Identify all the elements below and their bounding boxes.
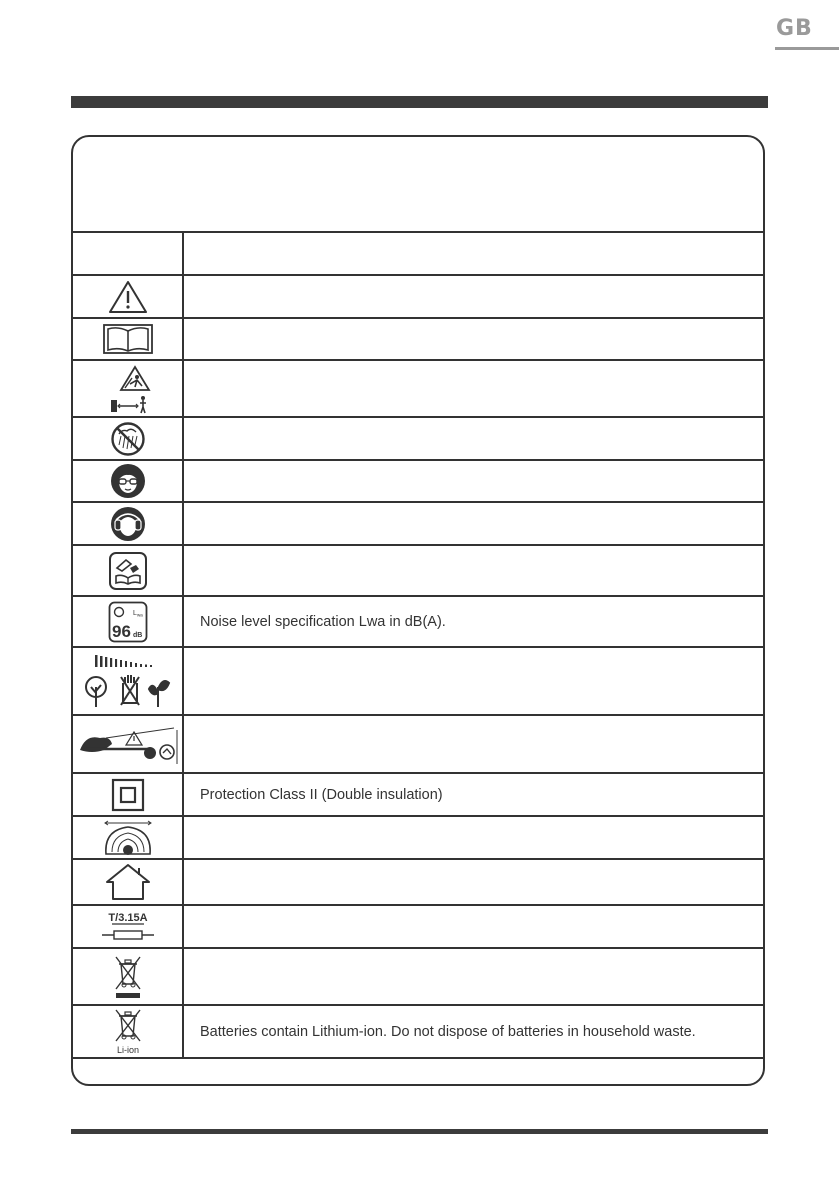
description: [182, 361, 763, 416]
table-header-row: [73, 231, 763, 274]
read-manual-icon: [73, 319, 182, 359]
noise-db-value: 96: [111, 621, 131, 641]
description: [182, 461, 763, 501]
table-row: [73, 416, 763, 459]
fuse-rating-label: T/3.15A: [107, 911, 148, 924]
description: [182, 503, 763, 544]
description: [182, 906, 763, 947]
noise-lwa-sub-label: wa: [136, 612, 143, 617]
header-symbol-cell: [73, 233, 182, 274]
description: Noise level specification Lwa in dB(A).: [182, 597, 763, 646]
double-insulation-icon: [73, 774, 182, 815]
description: [182, 860, 763, 904]
table-row: [73, 274, 763, 317]
description: [182, 949, 763, 1004]
language-underline: [775, 47, 839, 50]
table-row: [73, 1004, 763, 1059]
description: [182, 418, 763, 459]
symbols-table: [71, 135, 765, 1086]
description: [182, 546, 763, 595]
eye-protection-icon: [73, 461, 182, 501]
trimmer-distance-icon: [73, 716, 182, 772]
table-row: [73, 714, 763, 772]
table-row: [73, 595, 763, 646]
description: [182, 817, 763, 858]
table-row: [73, 772, 763, 815]
thrown-objects-distance-icon: [73, 361, 182, 416]
fuse-icon: [73, 906, 182, 947]
description: [182, 716, 763, 772]
description: Protection Class II (Double insulation): [182, 774, 763, 815]
description: [182, 648, 763, 714]
description: Batteries contain Lithium-ion. Do not dispose of batteries in household waste.: [182, 1006, 763, 1057]
header-description-cell: [182, 233, 763, 274]
battery-bin-icon: [73, 1006, 182, 1057]
noise-lwa-label: L: [132, 609, 137, 617]
battery-type-label: Li-ion: [116, 1044, 139, 1055]
description: [182, 319, 763, 359]
gloves-manual-icon: [73, 546, 182, 595]
table-row: [73, 501, 763, 544]
bottom-divider-bar: [71, 1129, 768, 1134]
table-row: [73, 904, 763, 947]
no-rain-icon: [73, 418, 182, 459]
plant-damage-icon: [73, 648, 182, 714]
noise-level-icon: [73, 597, 182, 646]
table-row: [73, 359, 763, 416]
table-row: [73, 858, 763, 904]
ear-protection-icon: [73, 503, 182, 544]
table-row: [73, 459, 763, 501]
noise-db-unit: dB: [132, 631, 142, 639]
description: [182, 276, 763, 317]
cutting-diameter-icon: [73, 817, 182, 858]
table-row: [73, 815, 763, 858]
weee-bin-icon: [73, 949, 182, 1004]
indoor-use-icon: [73, 860, 182, 904]
table-row: [73, 947, 763, 1004]
table-row: [73, 544, 763, 595]
top-divider-bar: [71, 96, 768, 108]
table-row: [73, 317, 763, 359]
language-tag: GB: [776, 16, 813, 41]
table-row: [73, 646, 763, 714]
warning-triangle-icon: [73, 276, 182, 317]
